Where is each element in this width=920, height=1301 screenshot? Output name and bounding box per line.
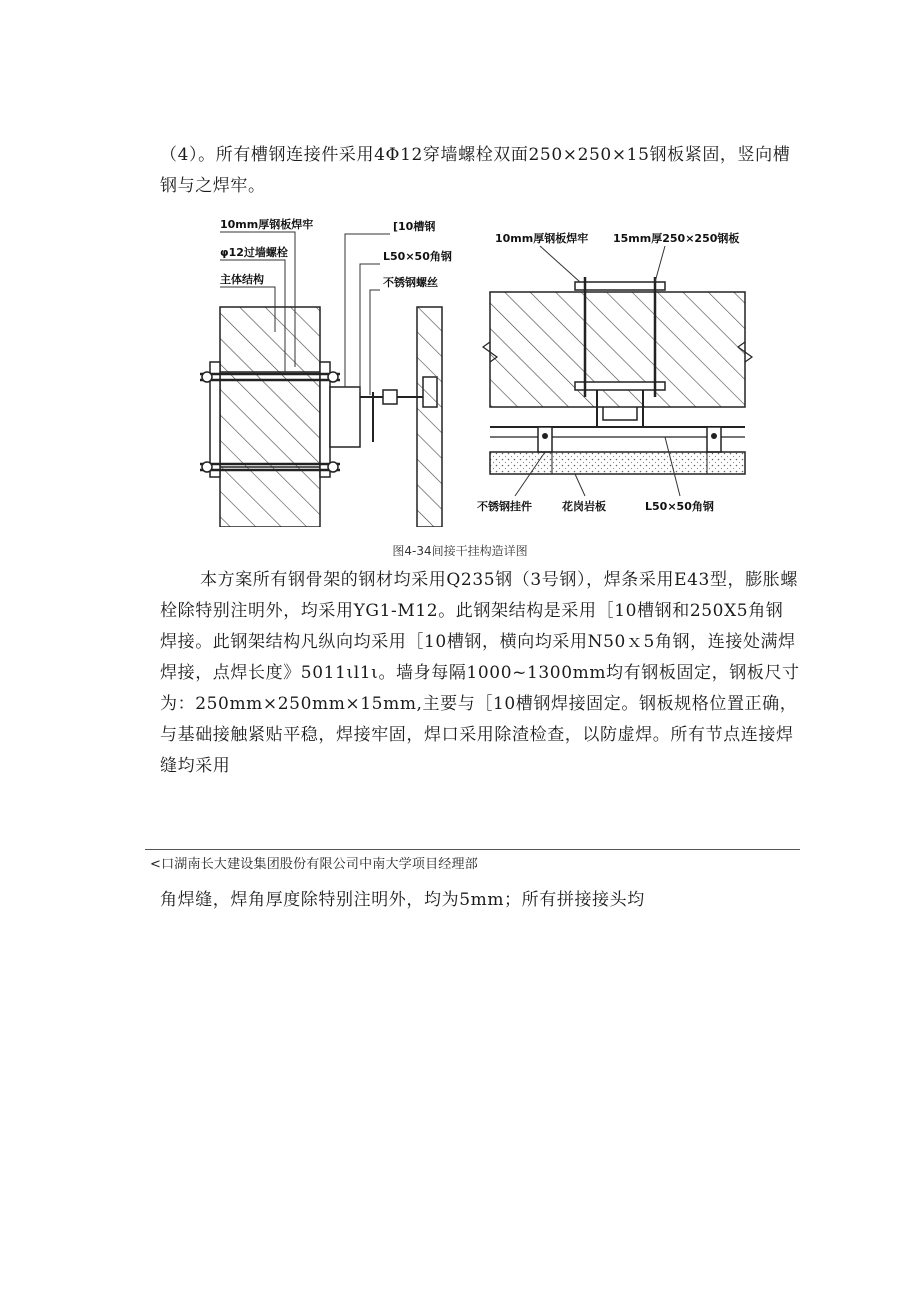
label-left-main-structure: 主体结构 bbox=[220, 273, 264, 286]
footer-divider bbox=[145, 849, 800, 850]
construction-detail-figure bbox=[195, 212, 760, 527]
right-detail bbox=[477, 231, 752, 513]
label-right-plate-size: 15mm厚250×250钢板 bbox=[613, 232, 740, 245]
left-detail bbox=[200, 217, 452, 527]
paragraph-intro: （4）。所有槽钢连接件采用4Φ12穿墙螺栓双面250×250×15钢板紧固，竖向槽钢与之焊牢。 bbox=[160, 145, 791, 196]
figure-caption: 图4-34间接干挂构造详图 bbox=[392, 544, 528, 558]
label-left-angle: L50×50角钢 bbox=[383, 250, 452, 263]
label-left-channel: [10槽钢 bbox=[393, 220, 436, 233]
label-right-ss-hanger: 不锈钢挂件 bbox=[477, 500, 532, 513]
label-left-wall-bolt: φ12过墙螺栓 bbox=[220, 246, 288, 259]
label-right-granite: 花岗岩板 bbox=[562, 500, 606, 513]
paragraph-steel-frame: 本方案所有钢骨架的钢材均采用Q235钢（3号钢），焊条采用E43型，膨胀螺栓除特别注明外，均采用YG1-M12。此钢架结构是采用［10槽钢和250X5角钢焊接。此钢架结构凡纵向均采用［10槽钢，横向均采用N50ｘ5角钢，连接处满焊焊接，点焊长度》5011ιl1ι。墙身每隔1000~1300mm均有钢板固定，钢板尺寸为：250mm×250mm×15mm,主要与［10槽钢焊接固定。钢板规格位置正确，与基础接触紧贴平稳，焊接牢固，焊口采用除渣检查，以防虚焊。所有节点连接焊缝均采用 bbox=[160, 570, 800, 776]
label-right-plate-weld: 10mm厚钢板焊牢 bbox=[495, 232, 589, 245]
page-footer: <口湖南长大建设集团股份有限公司中南大学项目经理部 bbox=[150, 857, 478, 872]
label-left-plate-weld: 10mm厚钢板焊牢 bbox=[220, 218, 314, 231]
label-right-angle: L50×50角钢 bbox=[645, 500, 714, 513]
paragraph-weld: 角焊缝，焊角厚度除特别注明外，均为5mm；所有拼接接头均 bbox=[160, 890, 645, 910]
label-left-ss-bolt: 不锈钢螺丝 bbox=[383, 276, 438, 289]
